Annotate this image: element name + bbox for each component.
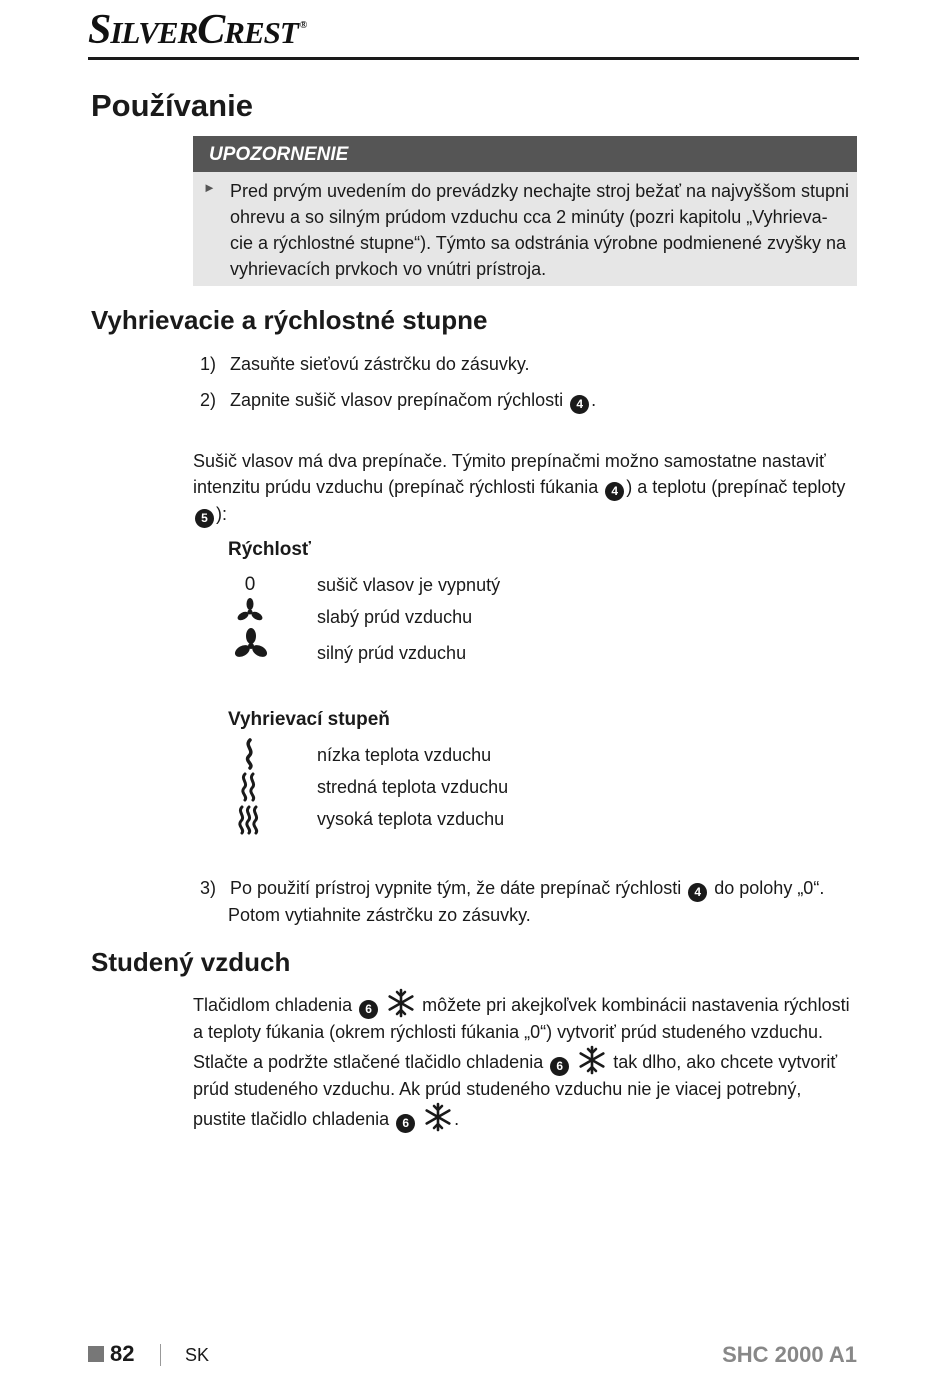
logo-letters: ILVER bbox=[110, 15, 198, 50]
para-text: . bbox=[454, 1109, 460, 1129]
heat-label: vysoká teplota vzduchu bbox=[317, 809, 505, 829]
logo-letters: REST bbox=[224, 15, 298, 50]
snowflake-icon bbox=[423, 1102, 453, 1132]
part-number-badge: 5 bbox=[195, 509, 214, 528]
para-text: Tlačidlom chladenia bbox=[193, 995, 353, 1015]
notice-text: Pred prvým uvedením do prevádzky nechajte stroj bežať na najvyššom stupni ohrevu a so silným prúdom vzduchu cca 2 minúty (pozri kapitolu „Vyhrieva-cie a rýchlostné stupne“). Týmto sa odstránia výrobne podmienené zvyšky na vyhrievacích prvkoch vo vnútri prístroja. bbox=[230, 181, 850, 279]
heat-label: stredná teplota vzduchu bbox=[317, 777, 509, 797]
para-text: môžete pri akejkoľvek kombinácii nastavenia rýchlosti a teploty fúkania (okrem rýchlosti fúkania „0“) vytvoriť prúd studeného vzduchu. Stlačte a podržte stlačené tlačidlo chladenia bbox=[193, 995, 850, 1072]
heat-wave-3-icon bbox=[236, 805, 264, 840]
switches-paragraph bbox=[193, 448, 858, 528]
step-3-line-2: Potom vytiahnite zástrčku zo zásuvky. bbox=[228, 905, 531, 925]
page-title: Používanie bbox=[91, 88, 253, 123]
step-3-line-1 bbox=[200, 875, 860, 902]
para-text: ): bbox=[216, 504, 227, 524]
footer-divider bbox=[160, 1344, 161, 1366]
header-rule bbox=[88, 57, 859, 60]
step-text: do polohy „0“. bbox=[714, 878, 825, 898]
speed-label: sušič vlasov je vypnutý bbox=[317, 575, 501, 595]
step-2 bbox=[200, 387, 596, 414]
part-number-badge: 4 bbox=[570, 395, 589, 414]
section-heading-cold-air: Studený vzduch bbox=[91, 947, 291, 977]
step-text: Zasuňte sieťovú zástrčku do zásuvky. bbox=[230, 354, 530, 374]
step-number: 3) bbox=[200, 878, 217, 898]
step-3 bbox=[200, 875, 860, 928]
step-text: Zapnite sušič vlasov prepínačom rýchlosti bbox=[230, 390, 564, 410]
part-number-badge: 4 bbox=[605, 482, 624, 501]
speed-label: slabý prúd vzduchu bbox=[317, 607, 473, 627]
small-fan-icon bbox=[236, 598, 264, 631]
speed-off-symbol: 0 bbox=[244, 574, 256, 595]
language-code: SK bbox=[185, 1345, 210, 1365]
step-text: Po použití prístroj vypnite tým, že dáte prepínač rýchlosti bbox=[230, 878, 682, 898]
part-number-badge: 6 bbox=[359, 1000, 378, 1019]
footer-square bbox=[88, 1346, 104, 1362]
heat-wave-2-icon bbox=[238, 772, 262, 807]
model-number: SHC 2000 A1 bbox=[722, 1342, 857, 1367]
part-number-badge: 6 bbox=[550, 1057, 569, 1076]
speed-label: silný prúd vzduchu bbox=[317, 643, 467, 663]
snowflake-icon bbox=[577, 1045, 607, 1075]
para-text: ) a teplotu (prepínač teploty bbox=[626, 477, 846, 497]
step-end: . bbox=[591, 390, 597, 410]
heat-label: nízka teplota vzduchu bbox=[317, 745, 492, 765]
registered-mark: ® bbox=[299, 20, 307, 31]
speed-heading: Rýchlosť bbox=[228, 539, 312, 560]
heat-wave-1-icon bbox=[240, 738, 260, 775]
arrow-bullet-icon: ► bbox=[203, 180, 216, 195]
step-number: 2) bbox=[200, 390, 217, 410]
para-text: Sušič vlasov má dva prepínače. Týmito prepínačmi možno samostatne nastaviť intenzitu prúdu vzduchu (prepínač rýchlosti fúkania bbox=[193, 451, 826, 497]
step-number: 1) bbox=[200, 354, 217, 374]
logo-letter: S bbox=[88, 7, 111, 53]
notice-box bbox=[193, 136, 857, 286]
large-fan-icon bbox=[233, 628, 269, 669]
part-number-badge: 4 bbox=[688, 883, 707, 902]
snowflake-icon bbox=[386, 988, 416, 1018]
page-number: 82 bbox=[110, 1341, 135, 1366]
logo-letter: C bbox=[197, 7, 225, 53]
step-1 bbox=[200, 351, 530, 377]
section-heading-heat-speed: Vyhrievacie a rýchlostné stupne bbox=[91, 305, 488, 335]
brand-logo bbox=[88, 6, 306, 54]
heat-heading: Vyhrievací stupeň bbox=[228, 709, 390, 730]
notice-heading: UPOZORNENIE bbox=[193, 136, 857, 172]
cold-air-paragraph bbox=[193, 988, 858, 1133]
para-text: tak dlho, ako chcete vytvoriť prúd studeného vzduchu. Ak prúd studeného vzduchu nie je viacej potrebný, pustite tlačidlo chladenia bbox=[193, 1052, 838, 1129]
part-number-badge: 6 bbox=[396, 1114, 415, 1133]
